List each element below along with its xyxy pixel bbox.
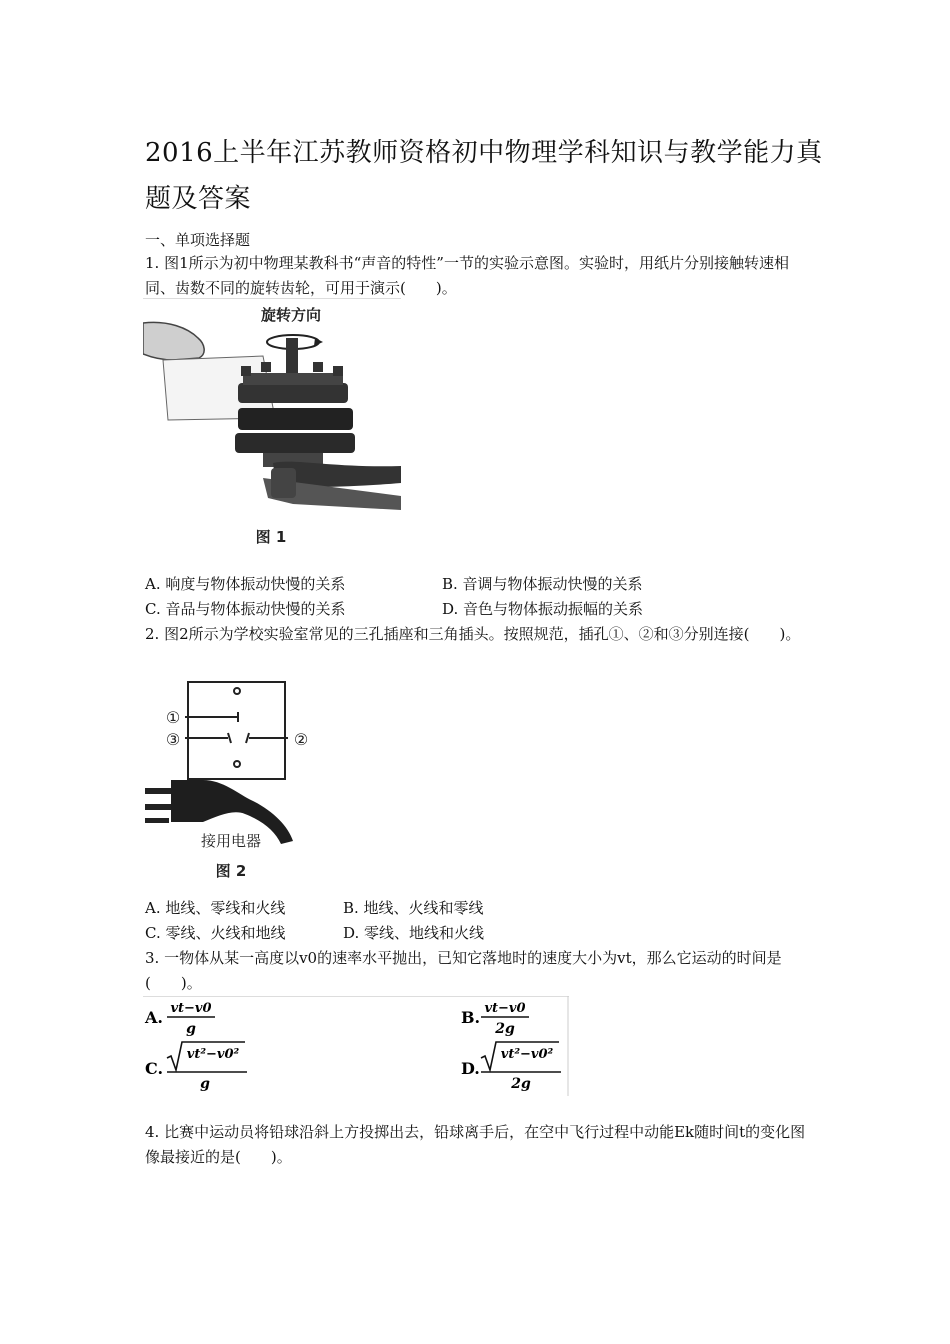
figure-2-caption: 图 2 — [215, 862, 247, 880]
svg-text:B.: B. — [461, 1008, 481, 1027]
section-heading: 一、单项选择题 — [145, 231, 251, 249]
question-2-stem: 2. 图2所示为学校实验室常见的三孔插座和三角插头。按照规范，插孔①、②和③分别连接( )。 — [145, 625, 801, 643]
document-title: 2016上半年江苏教师资格初中物理学科知识与教学能力真题及答案 — [145, 138, 823, 214]
svg-text:vt−v0: vt−v0 — [484, 1001, 526, 1016]
svg-text:vt−v0: vt−v0 — [170, 1001, 212, 1016]
figure-1-caption: 图 1 — [255, 528, 287, 546]
q1-option-d[interactable]: D. 音色与物体振动振幅的关系 — [442, 600, 644, 618]
q1-option-a[interactable]: A. 响度与物体振动快慢的关系 — [145, 575, 346, 593]
socket-label-two: ② — [293, 730, 309, 749]
question-3-stem: 3. 一物体从某一高度以v0的速率水平抛出，已知它落地时的速度大小为vt，那么它运动的时间是( )。 — [145, 949, 782, 992]
question-4-stem: 4. 比赛中运动员将铅球沿斜上方投掷出去，铅球离手后，在空中飞行过程中动能Ek随时间t的变化图像最接近的是( )。 — [145, 1123, 806, 1166]
svg-text:D.: D. — [461, 1059, 480, 1078]
q2-option-c[interactable]: C. 零线、火线和地线 — [145, 924, 286, 942]
svg-text:2g: 2g — [495, 1021, 515, 1037]
q2-option-b[interactable]: B. 地线、火线和零线 — [343, 899, 484, 917]
svg-text:g: g — [200, 1076, 210, 1092]
figure-1-top-label: 旋转方向 — [260, 306, 322, 324]
q2-option-a[interactable]: A. 地线、零线和火线 — [145, 899, 286, 917]
q2-option-d[interactable]: D. 零线、地线和火线 — [343, 924, 485, 942]
q1-option-c[interactable]: C. 音品与物体振动快慢的关系 — [145, 600, 346, 618]
figure-2-socket-plug — [143, 676, 323, 886]
svg-text:g: g — [186, 1021, 196, 1037]
q1-option-b[interactable]: B. 音调与物体振动快慢的关系 — [442, 575, 643, 593]
figure-1-gear-experiment — [143, 298, 401, 550]
plug-label: 接用电器 — [200, 832, 262, 850]
socket-label-three: ③ — [165, 730, 181, 749]
svg-text:vt²−v0²: vt²−v0² — [500, 1047, 554, 1062]
socket-label-one: ① — [165, 708, 181, 727]
svg-text:2g: 2g — [511, 1076, 531, 1092]
svg-text:A.: A. — [145, 1008, 163, 1027]
gear-stack-icon — [235, 362, 355, 467]
question-1-stem: 1. 图1所示为初中物理某教科书“声音的特性”一节的实验示意图。实验时，用纸片分别接触转速相同、齿数不同的旋转齿轮，可用于演示( )。 — [145, 254, 789, 297]
q3-formula-options — [143, 996, 569, 1096]
svg-text:C.: C. — [145, 1059, 164, 1078]
svg-text:vt²−v0²: vt²−v0² — [186, 1047, 240, 1062]
